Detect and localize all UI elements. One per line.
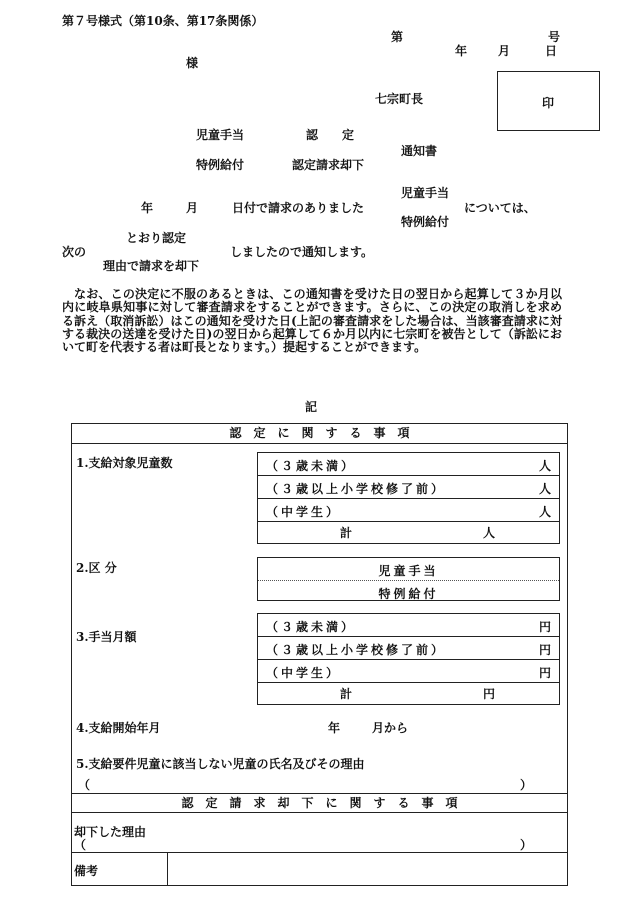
- monthly-amount-row: [258, 637, 559, 660]
- date-year: 年: [455, 44, 468, 58]
- total-unit: 円: [483, 687, 496, 701]
- rejection-label: 却下した理由: [74, 825, 147, 839]
- category-option-label: 特例給付: [378, 587, 439, 601]
- total-label: 計: [340, 687, 353, 701]
- remarks-label: 備考: [74, 864, 99, 878]
- total-label: 計: [340, 526, 353, 540]
- child-count-row: [258, 453, 559, 476]
- row-category: （中学生）: [266, 666, 342, 680]
- body-about: については、: [464, 201, 536, 215]
- title-doc: 通知書: [401, 144, 438, 158]
- monthly-amount-box: [257, 613, 560, 705]
- divider: [71, 812, 568, 813]
- form-label: 第７号様式（第10条、第17条関係）: [62, 14, 264, 28]
- ki-label: 記: [305, 400, 318, 414]
- number-prefix: 第: [391, 30, 404, 44]
- seal-box: [497, 71, 600, 131]
- row-unit: 人: [538, 482, 551, 496]
- category-box: [257, 557, 560, 601]
- category-option: [258, 581, 559, 603]
- child-count-box: [257, 452, 560, 544]
- item-5-close-paren: ）: [520, 778, 533, 792]
- date-month: 月: [498, 44, 511, 58]
- title-action-2: 認定請求却下: [292, 158, 365, 172]
- row-category: （３歳以上小学校修了前）: [266, 482, 447, 496]
- monthly-amount-total-row: [258, 683, 559, 705]
- title-action-1: 認 定: [306, 128, 355, 142]
- rejection-close-paren: ）: [520, 838, 533, 852]
- body-opt-1: とおり認定: [126, 231, 187, 245]
- row-unit: 円: [538, 643, 551, 657]
- section-1-header: 認 定 に 関 す る 事 項: [229, 426, 410, 440]
- body-year: 年: [141, 201, 154, 215]
- monthly-amount-row: [258, 660, 559, 683]
- item-2-label: 2.区 分: [76, 561, 117, 575]
- rejection-open-paren: （: [74, 838, 87, 852]
- body-next: 次の: [62, 245, 87, 259]
- row-category: （中学生）: [266, 505, 342, 519]
- body-kind-1: 児童手当: [401, 186, 450, 200]
- row-category: （３歳以上小学校修了前）: [266, 643, 447, 657]
- body-date-text: 日付で請求のありました: [232, 201, 365, 215]
- total-unit: 人: [483, 526, 496, 540]
- recipient-suffix: 様: [186, 56, 199, 70]
- row-category: （３歳未満）: [266, 620, 357, 634]
- category-option-label: 児童手当: [378, 564, 439, 578]
- row-unit: 人: [538, 459, 551, 473]
- section-2-header: 認 定 請 求 却 下 に 関 す る 事 項: [181, 796, 458, 810]
- seal-mark: 印: [542, 96, 555, 110]
- divider: [71, 793, 568, 794]
- body-opt-2: 理由で請求を却下: [103, 259, 200, 273]
- appeal-notice: なお、この決定に不服のあるときは、この通知書を受けた日の翌日から起算して３か月以内に岐阜県知事に対して審査請求をすることができます。さらに、この決定の取消しを求める訴え（取消訴訟）はこの通知を受けた日(上記の審査請求をした場合は、当該審査請求に対する裁決の送達を受けた日)の翌日から起算して６か月以内に七宗町を被告として（訴訟において町を代表する者は町長となります。）提起することができます。: [62, 287, 562, 355]
- body-kind-2: 特例給付: [401, 215, 450, 229]
- number-suffix: 号: [548, 30, 561, 44]
- child-count-row: [258, 476, 559, 499]
- item-5-label: 5.支給要件児童に該当しない児童の氏名及びその理由: [76, 757, 365, 771]
- issuer: 七宗町長: [375, 92, 424, 106]
- child-count-total-row: [258, 522, 559, 544]
- title-kind-2: 特例給付: [196, 158, 245, 172]
- category-option: [258, 558, 559, 581]
- row-unit: 人: [538, 505, 551, 519]
- item-1-label: 1.支給対象児童数: [76, 456, 173, 470]
- divider: [71, 852, 568, 853]
- monthly-amount-row: [258, 614, 559, 637]
- item-5-open-paren: （: [78, 778, 91, 792]
- start-year: 年: [328, 721, 341, 735]
- title-kind-1: 児童手当: [196, 128, 245, 142]
- date-day: 日: [545, 44, 558, 58]
- item-4-label: 4.支給開始年月: [76, 721, 161, 735]
- row-category: （３歳未満）: [266, 459, 357, 473]
- row-unit: 円: [538, 666, 551, 680]
- remarks-divider: [167, 852, 168, 886]
- body-month: 月: [186, 201, 199, 215]
- item-3-label: 3.手当月額: [76, 630, 137, 644]
- start-month: 月から: [372, 721, 409, 735]
- row-unit: 円: [538, 620, 551, 634]
- body-closing: しましたので通知します。: [230, 245, 374, 259]
- child-count-row: [258, 499, 559, 522]
- divider: [71, 443, 568, 444]
